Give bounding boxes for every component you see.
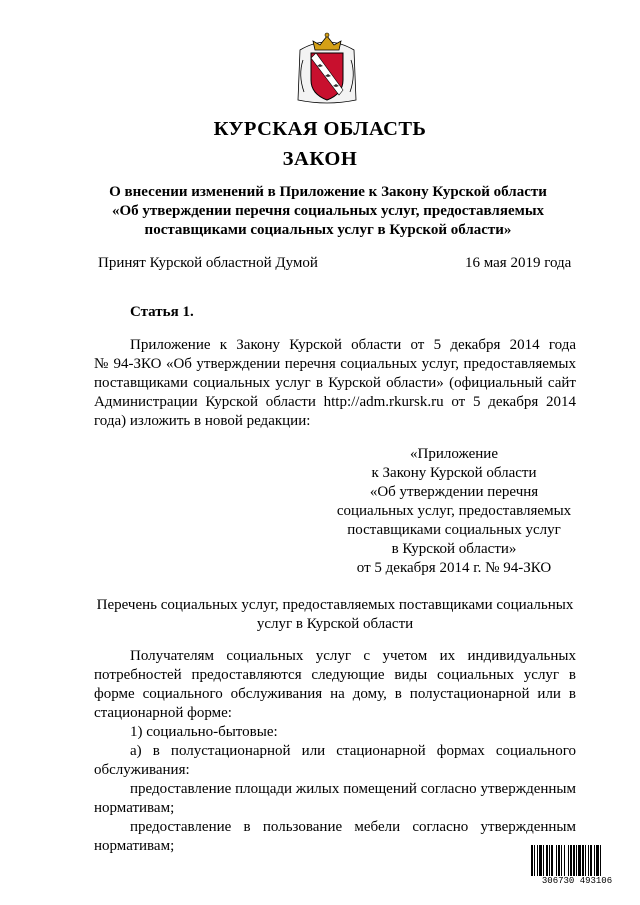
intro-line-3: форме социального обслуживания на дому, в полустационарной или в xyxy=(94,686,576,702)
item-1: 1) социально-бытовые: xyxy=(130,724,278,740)
service-1-line-1: предоставление площади жилых помещений согласно утвержденным xyxy=(130,781,576,797)
appendix-ref-line-4: социальных услуг, предоставляемых xyxy=(336,503,572,519)
article-heading: Статья 1. xyxy=(130,304,194,320)
law-subtitle-line-3: поставщиками социальных услуг в Курской области» xyxy=(144,222,512,238)
adopted-by: Принят Курской областной Думой xyxy=(98,255,318,271)
article-paragraph-line-2: № 94-ЗКО «Об утверждении перечня социальных услуг, предоставляемых xyxy=(94,356,576,372)
barcode-number: 306730 493106 xyxy=(530,876,624,886)
article-paragraph-line-3: поставщиками социальных услуг в Курской области» (официальный сайт xyxy=(94,375,576,391)
article-paragraph-line-5: года) изложить в новой редакции: xyxy=(94,413,311,429)
list-title-line-2: услуг в Курской области xyxy=(256,616,414,632)
service-2-line-1: предоставление в пользование мебели согласно утвержденным xyxy=(130,819,576,835)
service-1-line-2: нормативам; xyxy=(94,800,175,816)
law-subtitle-line-2: «Об утверждении перечня социальных услуг, предоставляемых xyxy=(111,203,545,219)
region-title: КУРСКАЯ ОБЛАСТЬ xyxy=(213,118,427,140)
article-paragraph-line-4: Администрации Курской области http://adm.rkursk.ru от 5 декабря 2014 xyxy=(94,394,576,410)
appendix-ref-line-7: от 5 декабря 2014 г. № 94-ЗКО xyxy=(356,560,552,576)
intro-line-1: Получателям социальных услуг с учетом их индивидуальных xyxy=(130,648,576,664)
service-2-line-2: нормативам; xyxy=(94,838,175,854)
appendix-ref-line-2: к Закону Курской области xyxy=(371,465,537,481)
appendix-ref-line-5: поставщиками социальных услуг xyxy=(347,522,561,538)
intro-line-2: потребностей предоставляются следующие виды социальных услуг в xyxy=(94,667,576,683)
list-title-line-1: Перечень социальных услуг, предоставляемых поставщиками социальных xyxy=(96,597,574,613)
intro-line-4: стационарной форме: xyxy=(94,705,232,721)
adoption-date: 16 мая 2019 года xyxy=(465,255,572,271)
barcode-icon xyxy=(530,845,624,887)
document-type: ЗАКОН xyxy=(282,148,358,170)
coat-of-arms-icon xyxy=(294,30,360,106)
item-1a-line-2: обслуживания: xyxy=(94,762,190,778)
article-paragraph-line-1: Приложение к Закону Курской области от 5 декабря 2014 года xyxy=(130,337,576,353)
item-1a-line-1: а) в полустационарной или стационарной формах социального xyxy=(130,743,576,759)
appendix-ref-line-3: «Об утверждении перечня xyxy=(369,484,539,500)
appendix-ref-line-1: «Приложение xyxy=(409,446,498,462)
appendix-ref-line-6: в Курской области» xyxy=(391,541,517,557)
law-subtitle-line-1: О внесении изменений в Приложение к Закону Курской области xyxy=(109,184,547,200)
